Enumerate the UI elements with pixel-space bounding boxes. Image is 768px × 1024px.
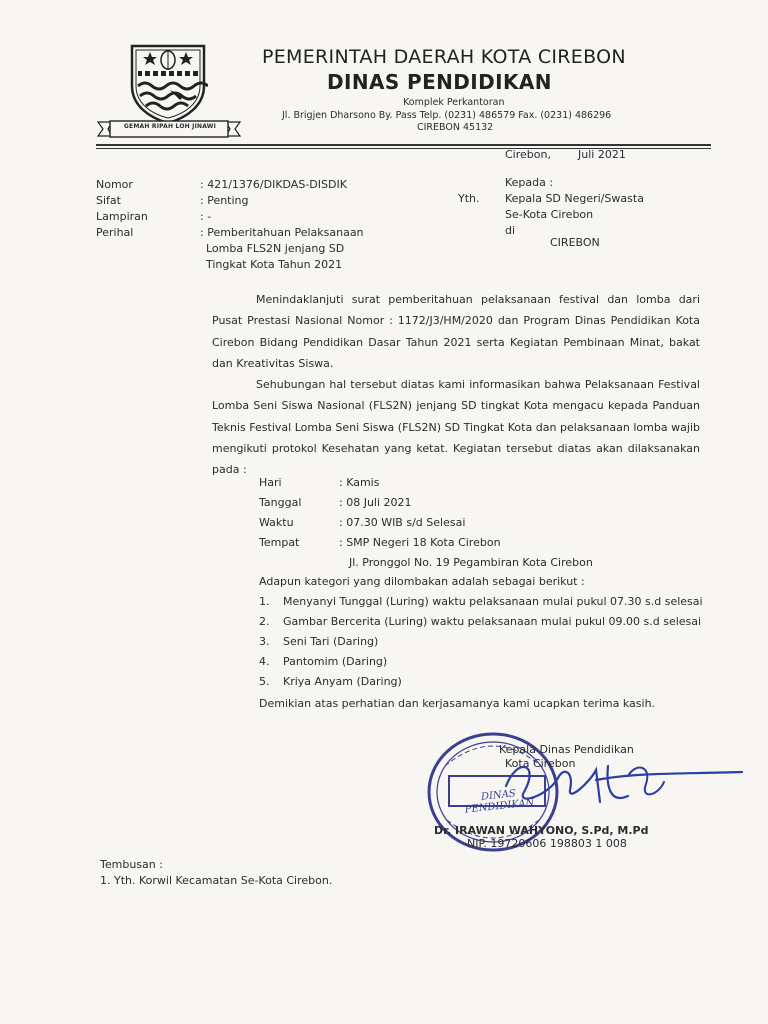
tempat-address: Jl. Pronggol No. 19 Pegambiran Kota Cirebon xyxy=(349,556,593,569)
list-item-number: 1. xyxy=(259,595,270,608)
list-item xyxy=(259,594,703,614)
list-item-number: 5. xyxy=(259,675,270,688)
waktu-label: Waktu xyxy=(259,516,294,529)
signatory-city: Kota Cirebon xyxy=(505,757,576,770)
nomor-label: Nomor xyxy=(96,178,133,191)
body-paragraph-1-text: Menindaklanjuti surat pemberitahuan pelaksanaan festival dan lomba dari Pusat Prestasi Nasional Nomor : 1172/J3/HM/2020 dan Program Dinas Pendidikan Kota Cirebon Bidang Pendidikan Dasar Tahun 2021 serta Kegiatan Pembinaan Minat, bakat dan Kreativitas Siswa. xyxy=(212,293,700,370)
sifat-label: Sifat xyxy=(96,194,121,207)
signatory-title: Kepala Dinas Pendidikan xyxy=(499,743,634,756)
handwritten-signature xyxy=(478,752,748,822)
office-complex: Komplek Perkantoran xyxy=(403,97,505,108)
city-postal-code: CIREBON 45132 xyxy=(417,122,494,133)
body-paragraph-2-text: Sehubungan hal tersebut diatas kami informasikan bahwa Pelaksanaan Festival Lomba Seni Siswa Nasional (FLS2N) jenjang SD tingkat Kota mengacu kepada Panduan Teknis Festival Lomba Seni Siswa (FLS2N) SD Tingkat Kota dan pelaksanaan lomba wajib mengikuti protokol Kesehatan yang ketat. Kegiatan tersebut diatas akan dilaksanakan pada : xyxy=(212,378,700,477)
tanggal-value: : 08 Juli 2021 xyxy=(339,496,412,509)
date-month-year: Juli 2021 xyxy=(578,148,626,161)
list-item-number: 2. xyxy=(259,615,270,628)
list-item xyxy=(259,674,703,694)
government-title: PEMERINTAH DAERAH KOTA CIREBON xyxy=(262,46,626,68)
list-item-number: 3. xyxy=(259,635,270,648)
sifat-value: : Penting xyxy=(200,194,249,207)
cc-item: 1. Yth. Korwil Kecamatan Se-Kota Cirebon. xyxy=(100,874,333,887)
motto-text: GEMAH RIPAH LOH JINAWI xyxy=(123,123,217,130)
perihal-label: Perihal xyxy=(96,226,134,239)
list-item xyxy=(259,634,703,654)
letterhead-rule-thick xyxy=(96,144,711,146)
hari-value: : Kamis xyxy=(339,476,380,489)
list-item-text: Gambar Bercerita (Luring) waktu pelaksanaan mulai pukul 09.00 s.d selesai xyxy=(283,615,702,628)
hari-label: Hari xyxy=(259,476,282,489)
lampiran-label: Lampiran xyxy=(96,210,148,223)
city-coat-of-arms-logo xyxy=(128,42,208,124)
closing-sentence: Demikian atas perhatian dan kerjasamanya kami ucapkan terima kasih. xyxy=(259,697,656,710)
perihal-value-line3: Tingkat Kota Tahun 2021 xyxy=(206,258,343,271)
tempat-value: : SMP Negeri 18 Kota Cirebon xyxy=(339,536,501,549)
recipient-di: di xyxy=(505,224,516,237)
recipient-city: CIREBON xyxy=(550,236,600,249)
signatory-name: Dr. IRAWAN WAHYONO, S.Pd, M.Pd xyxy=(434,824,649,837)
list-item-text: Kriya Anyam (Daring) xyxy=(283,675,402,688)
tanggal-label: Tanggal xyxy=(259,496,302,509)
perihal-value-line1: : Pemberitahuan Pelaksanaan xyxy=(200,226,364,239)
list-item-text: Pantomim (Daring) xyxy=(283,655,388,668)
list-item xyxy=(259,654,703,674)
recipient-yth: Yth. xyxy=(458,192,480,205)
list-item xyxy=(259,614,703,634)
cc-label: Tembusan : xyxy=(100,858,163,871)
recipient-line1: Kepala SD Negeri/Swasta xyxy=(505,192,644,205)
signatory-nip: NIP. 19720606 198803 1 008 xyxy=(467,837,627,850)
categories-intro: Adapun kategori yang dilombakan adalah sebagai berikut : xyxy=(259,575,585,588)
recipient-kepada: Kepada : xyxy=(505,176,554,189)
categories-list xyxy=(259,594,703,694)
list-item-number: 4. xyxy=(259,655,270,668)
tempat-label: Tempat xyxy=(259,536,300,549)
perihal-value-line2: Lomba FLS2N jenjang SD xyxy=(206,242,345,255)
date-place: Cirebon, xyxy=(505,148,551,161)
agency-title: DINAS PENDIDIKAN xyxy=(327,70,552,94)
list-item-text: Menyanyi Tunggal (Luring) waktu pelaksanaan mulai pukul 07.30 s.d selesai xyxy=(283,595,703,608)
recipient-line2: Se-Kota Cirebon xyxy=(505,208,594,221)
waktu-value: : 07.30 WIB s/d Selesai xyxy=(339,516,466,529)
nomor-value: : 421/1376/DIKDAS-DISDIK xyxy=(200,178,347,191)
body-paragraph-2 xyxy=(212,374,700,480)
list-item-text: Seni Tari (Daring) xyxy=(283,635,379,648)
address-contact: Jl. Brigjen Dharsono By. Pass Telp. (0231) 486579 Fax. (0231) 486296 xyxy=(282,110,612,121)
stamp-text: DINAS PENDIDIKAN xyxy=(464,788,535,816)
body-paragraph-1 xyxy=(212,289,700,374)
lampiran-value: : - xyxy=(200,210,212,223)
